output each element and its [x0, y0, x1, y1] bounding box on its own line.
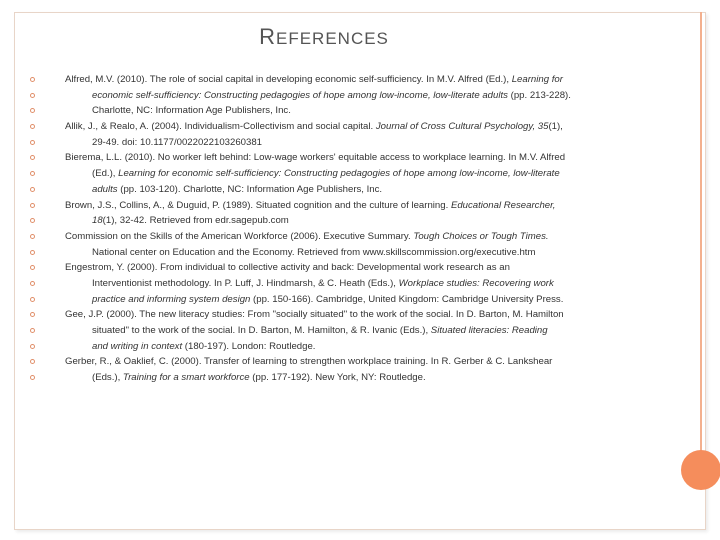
- bullet-icon: [30, 155, 35, 160]
- reference-line: [30, 354, 610, 370]
- reference-line: [30, 119, 610, 135]
- reference-text: [92, 292, 563, 308]
- italic-segment: Training for a smart workforce: [122, 372, 250, 384]
- bullet-icon: [30, 93, 35, 98]
- reference-text: [92, 166, 560, 182]
- reference-text: [92, 339, 315, 355]
- reference-line: [30, 245, 610, 261]
- bullet-icon: [30, 218, 35, 223]
- bullet-icon: [30, 312, 35, 317]
- reference-text: [65, 307, 564, 323]
- bullet-icon: [30, 328, 35, 333]
- bullet-icon: [30, 124, 35, 129]
- bullet-icon: [30, 77, 35, 82]
- text-segment: 29-49. doi: 10.1177/0022022103260381: [92, 136, 263, 148]
- reference-line: [30, 103, 610, 119]
- text-segment: (pp. 150-166). Cambridge, United Kingdom: Cambridge University Press.: [250, 293, 564, 305]
- bullet-icon: [30, 250, 35, 255]
- reference-text: [65, 260, 510, 276]
- text-segment: Allik, J., & Realo, A. (2004). Individualism-Collectivism and social capital.: [65, 121, 376, 133]
- reference-line: [30, 135, 610, 151]
- reference-line: [30, 323, 610, 339]
- reference-line: [30, 72, 610, 88]
- italic-segment: Journal of Cross Cultural Psychology, 35: [375, 121, 549, 133]
- bullet-icon: [30, 108, 35, 113]
- reference-text: [92, 182, 382, 198]
- bullet-icon: [30, 297, 35, 302]
- references-list: [30, 72, 610, 386]
- text-segment: (pp. 177-192). New York, NY: Routledge.: [249, 372, 426, 384]
- bullet-icon: [30, 359, 35, 364]
- reference-text: [92, 323, 548, 339]
- title-rest: EFERENCES: [275, 29, 389, 48]
- reference-line: [30, 166, 610, 182]
- reference-line: [30, 229, 610, 245]
- italic-segment: Learning for: [511, 74, 563, 85]
- text-segment: Bierema, L.L. (2010). No worker left behind: Low-wage workers' equitable access to workplace learning. In M.V. Alfred: [65, 152, 566, 164]
- reference-line: [30, 198, 610, 214]
- text-segment: Charlotte, NC: Information Age Publishers, Inc.: [92, 105, 291, 117]
- reference-text: [92, 88, 571, 104]
- title-first-letter: R: [259, 24, 276, 49]
- reference-text: [92, 213, 289, 229]
- text-segment: (pp. 103-120). Charlotte, NC: Information Age Publishers, Inc.: [117, 183, 383, 195]
- text-segment: Brown, J.S., Collins, A., & Duguid, P. (1989). Situated cognition and the culture of learning.: [65, 199, 451, 211]
- bullet-icon: [30, 187, 35, 192]
- text-segment: Gerber, R., & Oaklief, C. (2000). Transfer of learning to strengthen workplace training. In R. Gerber & C. Lankshear: [65, 356, 553, 368]
- reference-text: [92, 245, 535, 261]
- reference-line: [30, 276, 610, 292]
- bullet-icon: [30, 171, 35, 176]
- text-segment: Commission on the Skills of the American Workforce (2006). Executive Summary.: [65, 230, 414, 242]
- reference-text: [65, 198, 555, 214]
- reference-line: [30, 260, 610, 276]
- reference-text: [65, 72, 563, 88]
- italic-segment: adults: [92, 183, 118, 195]
- italic-segment: Tough Choices or Tough Times.: [413, 230, 549, 242]
- reference-text: [92, 135, 262, 151]
- reference-line: [30, 292, 610, 308]
- text-segment: Alfred, M.V. (2010). The role of social capital in developing economic self-sufficiency. In M.V. Alfred (Ed.),: [65, 74, 512, 85]
- italic-segment: Educational Researcher,: [450, 199, 556, 211]
- text-segment: (pp. 213-228).: [507, 89, 571, 101]
- text-segment: (Eds.),: [92, 372, 123, 384]
- reference-text: [92, 103, 291, 119]
- slide-title: [0, 24, 648, 50]
- text-segment: (180-197). London: Routledge.: [182, 340, 316, 352]
- bullet-icon: [30, 344, 35, 349]
- text-segment: situated" to the work of the social. In D. Barton, M. Hamilton, & R. Ivanic (Eds.),: [92, 325, 431, 336]
- reference-line: [30, 213, 610, 229]
- bullet-icon: [30, 265, 35, 270]
- italic-segment: economic self-sufficiency: Constructing pedagogies of hope among low-income, low-literate adults: [92, 89, 508, 101]
- text-segment: (1), 32-42. Retrieved from edr.sagepub.com: [102, 215, 289, 227]
- text-segment: (1),: [548, 121, 563, 133]
- reference-text: [65, 229, 549, 245]
- bullet-icon: [30, 375, 35, 380]
- bullet-icon: [30, 140, 35, 145]
- reference-text: [65, 354, 552, 370]
- text-segment: Gee, J.P. (2000). The new literacy studies: From "socially situated" to the work of the social. In D. Barton, M. Hamilton: [65, 309, 564, 321]
- reference-line: [30, 307, 610, 323]
- italic-segment: and writing in context: [92, 340, 183, 352]
- reference-text: [65, 150, 565, 166]
- bullet-icon: [30, 234, 35, 239]
- reference-line: [30, 88, 610, 104]
- reference-line: [30, 339, 610, 355]
- text-segment: Engestrom, Y. (2000). From individual to collective activity and back: Developmental work research as an: [65, 262, 510, 274]
- reference-line: [30, 182, 610, 198]
- decorative-circle: [681, 450, 720, 490]
- text-segment: National center on Education and the Economy. Retrieved from www.skillscommission.org/executive.htm: [92, 246, 536, 258]
- reference-text: [92, 276, 554, 292]
- italic-segment: Learning for economic self-sufficiency: Constructing pedagogies of hope among low-income, low-literate: [118, 168, 560, 180]
- italic-segment: 18: [92, 215, 103, 227]
- reference-line: [30, 150, 610, 166]
- reference-text: [92, 370, 426, 386]
- italic-segment: Situated literacies: Reading: [430, 325, 548, 336]
- italic-segment: Workplace studies: Recovering work: [398, 277, 554, 289]
- text-segment: (Ed.),: [92, 168, 119, 180]
- italic-segment: practice and informing system design: [92, 293, 251, 305]
- decorative-vertical-line: [700, 12, 702, 452]
- bullet-icon: [30, 203, 35, 208]
- text-segment: Interventionist methodology. In P. Luff, J. Hindmarsh, & C. Heath (Eds.),: [92, 277, 399, 289]
- bullet-icon: [30, 281, 35, 286]
- reference-line: [30, 370, 610, 386]
- reference-text: [65, 119, 563, 135]
